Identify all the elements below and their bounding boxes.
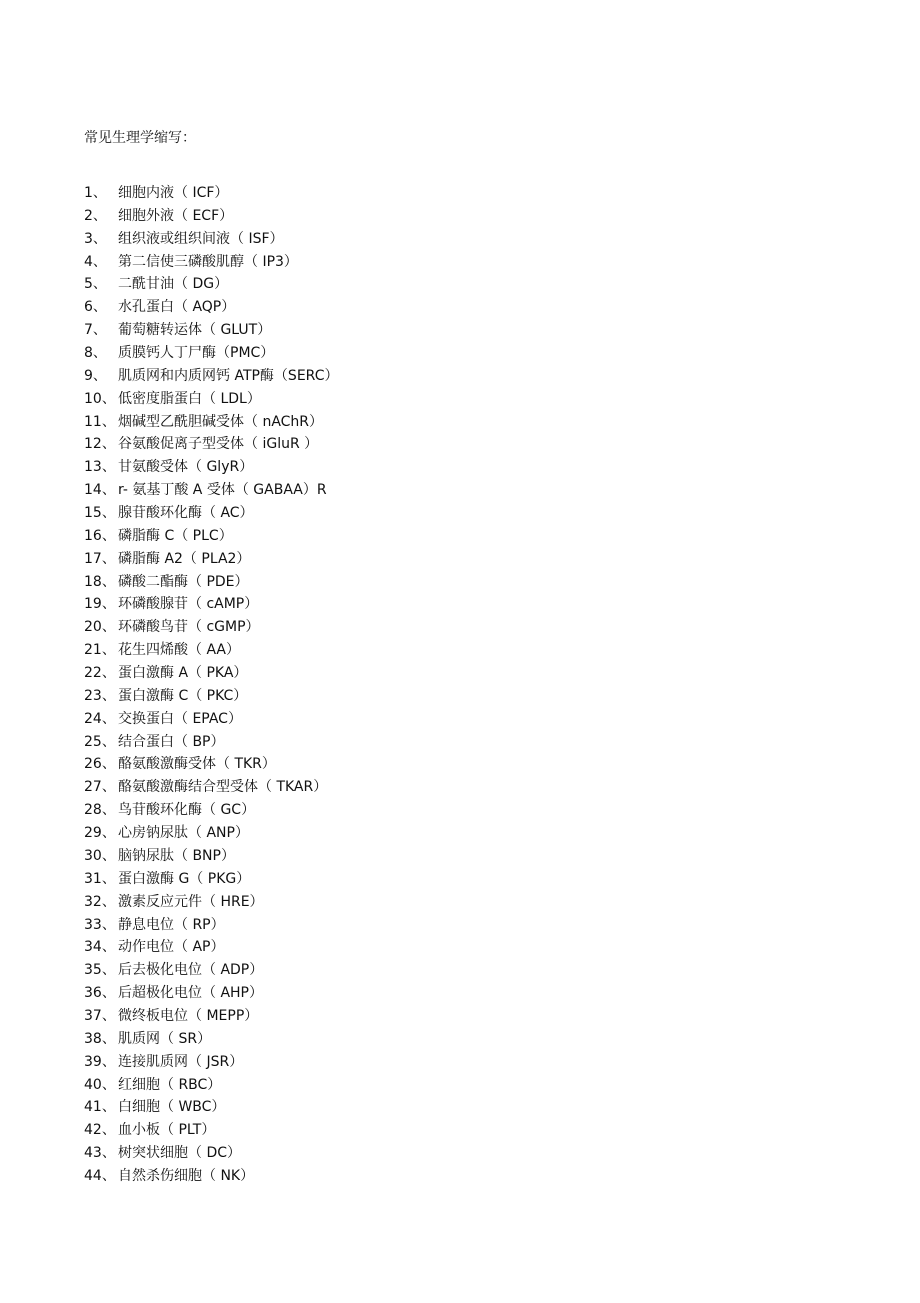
list-item-text: 动作电位（ AP） <box>118 939 225 956</box>
list-item-text: 环磷酸腺苷（ cAMP） <box>118 596 259 613</box>
list-item <box>84 868 338 891</box>
page-title: 常见生理学缩写： <box>84 130 196 146</box>
list-item <box>84 273 338 296</box>
list-item <box>84 548 338 571</box>
list-item <box>84 479 338 502</box>
list-item-number: 8、 <box>84 345 107 362</box>
list-item-text: 脑钠尿肽（ BNP） <box>118 847 235 864</box>
list-item <box>84 296 338 319</box>
list-item-text: 组织液或组织间液（ ISF） <box>118 230 284 247</box>
list-item-text: 花生四烯酸（ AA） <box>118 642 240 659</box>
list-item-text: 腺苷酸环化酶（ AC） <box>118 505 254 522</box>
list-item-text: 二酰甘油（ DG） <box>118 276 229 293</box>
list-item-text: 细胞内液（ ICF） <box>118 185 229 201</box>
list-item-number: 4、 <box>84 253 107 270</box>
list-item-number: 13、 <box>84 459 116 476</box>
list-item-number: 44、 <box>84 1167 116 1184</box>
list-item-number: 20、 <box>84 619 116 636</box>
list-item <box>84 365 338 388</box>
list-item <box>84 776 338 799</box>
list-item-text: 心房钠尿肽（ ANP） <box>118 825 249 842</box>
list-item-number: 32、 <box>84 893 116 910</box>
list-item-number: 11、 <box>84 413 116 430</box>
list-item-number: 31、 <box>84 870 116 887</box>
list-item-number: 21、 <box>84 642 116 659</box>
list-item-number: 22、 <box>84 665 116 682</box>
list-item <box>84 1142 338 1165</box>
list-item-number: 12、 <box>84 436 116 453</box>
list-item-text: 细胞外液（ ECF） <box>118 207 234 224</box>
list-item <box>84 433 338 456</box>
list-item-text: 酪氨酸激酶受体（ TKR） <box>118 756 276 773</box>
list-item-number: 26、 <box>84 756 116 773</box>
list-item <box>84 456 338 479</box>
list-item-number: 28、 <box>84 802 116 819</box>
list-item-text: 肌质网（ SR） <box>118 1030 212 1047</box>
list-item <box>84 662 338 685</box>
list-item <box>84 799 338 822</box>
list-item-number: 23、 <box>84 687 116 704</box>
list-item <box>84 1119 338 1142</box>
list-item <box>84 845 338 868</box>
list-item-text: 后去极化电位（ ADP） <box>118 962 264 979</box>
list-item-number: 38、 <box>84 1030 116 1047</box>
list-item <box>84 411 338 434</box>
list-item <box>84 571 338 594</box>
list-item-number: 19、 <box>84 596 116 613</box>
list-item-number: 2、 <box>84 207 107 224</box>
list-item-text: 后超极化电位（ AHP） <box>118 985 263 1002</box>
list-item-text: 蛋白激酶 C（ PKC） <box>118 687 248 704</box>
list-item <box>84 822 338 845</box>
list-item-number: 30、 <box>84 847 116 864</box>
list-item-text: 微终板电位（ MEPP） <box>118 1007 259 1024</box>
list-item <box>84 708 338 731</box>
list-item-text: 红细胞（ RBC） <box>118 1076 222 1093</box>
list-item <box>84 685 338 708</box>
list-item <box>84 731 338 754</box>
list-item-number: 15、 <box>84 505 116 522</box>
list-item-text: r- 氨基丁酸 A 受体（ GABAA）R <box>118 482 327 499</box>
list-item-text: 酪氨酸激酶结合型受体（ TKAR） <box>118 779 328 796</box>
list-item <box>84 914 338 937</box>
list-item-number: 39、 <box>84 1053 116 1070</box>
list-item <box>84 1028 338 1051</box>
list-item <box>84 1165 338 1188</box>
list-item-number: 35、 <box>84 962 116 979</box>
list-item-number: 3、 <box>84 230 107 247</box>
list-item-text: 谷氨酸促离子型受体（ iGluR ） <box>118 436 319 453</box>
list-item <box>84 891 338 914</box>
list-item-text: 环磷酸鸟苷（ cGMP） <box>118 619 260 636</box>
list-item <box>84 616 338 639</box>
list-item-number: 41、 <box>84 1099 116 1116</box>
list-item <box>84 1096 338 1119</box>
list-item <box>84 502 338 525</box>
list-item <box>84 205 338 228</box>
list-item-text: 第二信使三磷酸肌醇（ IP3） <box>118 253 298 270</box>
list-item-number: 5、 <box>84 276 107 293</box>
list-item <box>84 753 338 776</box>
list-item-text: 磷脂酶 C（ PLC） <box>118 527 233 544</box>
list-item-number: 10、 <box>84 390 116 407</box>
list-item-number: 36、 <box>84 985 116 1002</box>
list-item-number: 43、 <box>84 1145 116 1162</box>
list-item <box>84 982 338 1005</box>
list-item <box>84 639 338 662</box>
list-item-number: 18、 <box>84 573 116 590</box>
list-item-text: 连接肌质网（ JSR） <box>118 1053 244 1070</box>
list-item-text: 白细胞（ WBC） <box>118 1099 226 1116</box>
list-item-text: 磷酸二酯酶（ PDE） <box>118 573 249 590</box>
list-item-text: 低密度脂蛋白（ LDL） <box>118 390 261 407</box>
list-item-number: 9、 <box>84 367 107 384</box>
list-item-number: 40、 <box>84 1076 116 1093</box>
list-item-number: 17、 <box>84 550 116 567</box>
list-item-text: 甘氨酸受体（ GlyR） <box>118 459 254 476</box>
list-item-number: 16、 <box>84 527 116 544</box>
list-item-text: 自然杀伤细胞（ NK） <box>118 1167 255 1184</box>
list-item <box>84 1051 338 1074</box>
list-item-text: 蛋白激酶 G（ PKG） <box>118 870 251 887</box>
list-item-text: 蛋白激酶 A（ PKA） <box>118 665 248 682</box>
list-item-text: 烟碱型乙酰胆碱受体（ nAChR） <box>118 413 324 430</box>
list-item <box>84 182 338 205</box>
list-item <box>84 342 338 365</box>
list-item <box>84 388 338 411</box>
list-item <box>84 936 338 959</box>
list-item-number: 34、 <box>84 939 116 956</box>
list-item <box>84 228 338 251</box>
list-item-number: 14、 <box>84 482 116 499</box>
list-item <box>84 593 338 616</box>
list-item-text: 水孔蛋白（ AQP） <box>118 299 236 316</box>
list-item <box>84 319 338 342</box>
list-item-text: 交换蛋白（ EPAC） <box>118 710 242 727</box>
list-item-text: 质膜钙人丁尸酶（PMC） <box>118 345 275 362</box>
list-item-text: 磷脂酶 A2（ PLA2） <box>118 550 251 567</box>
list-item <box>84 1005 338 1028</box>
list-item <box>84 251 338 274</box>
list-item-text: 血小板（ PLT） <box>118 1122 216 1139</box>
list-item <box>84 1074 338 1097</box>
list-item-number: 27、 <box>84 779 116 796</box>
list-item-number: 1、 <box>84 185 107 201</box>
list-item-text: 葡萄糖转运体（ GLUT） <box>118 322 272 339</box>
list-item-number: 7、 <box>84 322 107 339</box>
list-item <box>84 959 338 982</box>
list-item-text: 静息电位（ RP） <box>118 916 225 933</box>
list-item-text: 鸟苷酸环化酶（ GC） <box>118 802 256 819</box>
list-item-text: 结合蛋白（ BP） <box>118 733 225 750</box>
list-item-number: 25、 <box>84 733 116 750</box>
list-item-text: 激素反应元件（ HRE） <box>118 893 264 910</box>
list-item-number: 24、 <box>84 710 116 727</box>
list-item-text: 肌质网和内质网钙 ATP酶（SERC） <box>118 367 339 384</box>
list-item-text: 树突状细胞（ DC） <box>118 1145 242 1162</box>
list-item-number: 6、 <box>84 299 107 316</box>
abbreviation-list <box>84 182 338 1188</box>
list-item-number: 29、 <box>84 825 116 842</box>
list-item-number: 42、 <box>84 1122 116 1139</box>
list-item-number: 33、 <box>84 916 116 933</box>
list-item <box>84 525 338 548</box>
list-item-number: 37、 <box>84 1007 116 1024</box>
